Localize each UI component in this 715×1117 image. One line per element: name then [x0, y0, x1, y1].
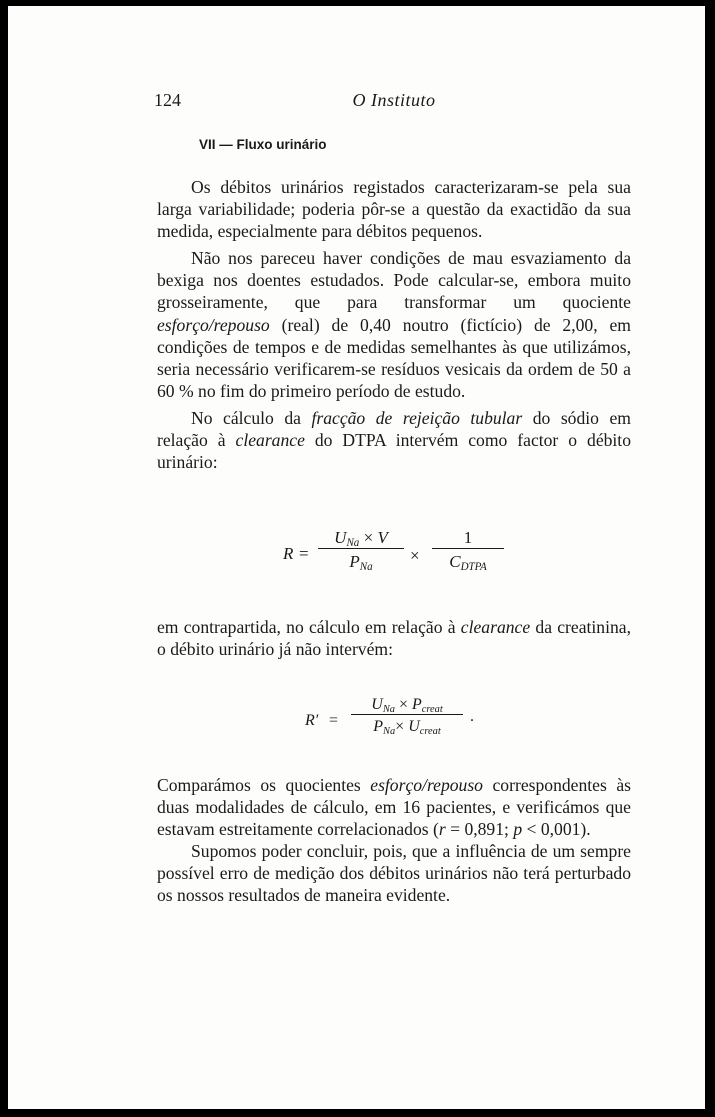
- sub-creat: creat: [421, 704, 443, 715]
- formula-2-denominator: [351, 718, 463, 736]
- paragraph-3-text-a: No cálculo da: [191, 407, 312, 428]
- formula-1-fraction-2: [432, 528, 504, 572]
- paragraph-4-text-a: em contrapartida, no cálculo em relação à: [157, 617, 461, 637]
- fraction-bar-2: [432, 548, 504, 549]
- formula-creatinine-ratio: [8, 696, 705, 756]
- book-page: [8, 6, 705, 1109]
- paragraph-5-text-a: Comparámos os quocientes: [157, 775, 371, 795]
- fraction-bar-1: [318, 548, 404, 549]
- page-number: 124: [154, 90, 181, 110]
- text-block-3: [157, 774, 631, 907]
- var-c: C: [449, 552, 461, 571]
- formula-2-numerator: [351, 696, 463, 714]
- paragraph-2-text-a: Não nos pareceu haver condições de mau esvaziamento da bexiga nos doentes estudados. Pode calcular-se, embora muito grosseiramente, que para transformar um quociente: [157, 248, 631, 313]
- formula-1-denominator-2: [432, 552, 504, 572]
- formula-1-equals: =: [299, 544, 309, 563]
- paragraph-3-text-b: do sódio em relação à: [157, 407, 631, 451]
- text-block-2: [157, 616, 631, 660]
- formula-fraction-rejection-dtpa: [8, 528, 705, 588]
- paragraph-2: [157, 247, 631, 402]
- var-v: V: [377, 528, 388, 547]
- paragraph-4-text-b: da creatinina, o débito urinário já não intervém:: [157, 617, 631, 660]
- formula-1-lhs: R: [283, 544, 294, 563]
- var-p: P: [411, 696, 422, 713]
- sub-na: Na: [346, 537, 360, 549]
- paragraph-5-text-b: correspondentes às duas modalidades de cálculo, em 16 pacientes, e verificámos que estavam estreitamente correlacionados (: [157, 775, 631, 840]
- paragraph-5-text-end: < 0,001).: [522, 819, 591, 840]
- formula-2-fraction: [351, 696, 463, 736]
- paragraph-5: [157, 774, 631, 840]
- formula-1-times: ×: [410, 546, 420, 565]
- sub-na: Na: [359, 561, 373, 573]
- times-sign: ×: [395, 718, 405, 735]
- sub-dtpa: DTPA: [460, 561, 487, 573]
- times-sign: ×: [398, 696, 408, 713]
- var-p: p: [513, 819, 523, 840]
- paragraph-4-emphasis: clearance: [460, 617, 531, 637]
- running-title: O Instituto: [352, 90, 436, 110]
- paragraph-1: Os débitos urinários registados caracterizaram-se pela sua larga variabilidade; poderia pôr-se a questão da exactidão da sua medida, especialmente para débitos pequenos.: [157, 177, 631, 242]
- var-p: P: [373, 718, 384, 735]
- paragraph-3-emphasis-1: fracção de rejeição tubular: [311, 407, 523, 428]
- var-p: P: [349, 552, 360, 571]
- formula-1-numerator-1: [318, 528, 404, 548]
- sub-na: Na: [382, 704, 395, 715]
- paragraph-5-text-eq: = 0,891;: [445, 819, 514, 840]
- formula-1-fraction-1: [318, 528, 404, 572]
- paragraph-2-emphasis: esforço/repouso: [157, 314, 270, 335]
- paragraph-2-text-b: (real) de 0,40 noutro (fictício) de 2,00, em condições de tempos e de medidas semelhantes às que utilizámos, seria necessário verificarem-se resíduos vesicais da ordem de 50 a 60 % no fim do primeiro período de estudo.: [157, 314, 631, 401]
- formula-2-lhs: R′: [305, 712, 319, 729]
- text-block-1: [157, 176, 631, 473]
- section-heading: VII — Fluxo urinário: [199, 137, 327, 152]
- paragraph-6: Supomos poder concluir, pois, que a influência de um sempre possível erro de medição dos débitos urinários não terá perturbado os nossos resultados de maneira evidente.: [157, 841, 631, 906]
- paragraph-3: [157, 407, 631, 473]
- formula-2-equals: =: [329, 712, 339, 729]
- paragraph-3-text-c: do DTPA intervém como factor o débito urinário:: [157, 430, 631, 473]
- times-sign: ×: [363, 528, 374, 547]
- formula-1-numerator-2: 1: [463, 528, 473, 547]
- var-u: U: [408, 718, 420, 735]
- fraction-bar: [351, 714, 463, 715]
- var-r: r: [438, 819, 446, 840]
- paragraph-5-emphasis: esforço/repouso: [370, 775, 483, 795]
- formula-1-denominator-1: [318, 552, 404, 572]
- paragraph-3-emphasis-2: clearance: [235, 430, 305, 451]
- sub-creat: creat: [419, 726, 441, 737]
- running-head: [154, 90, 634, 114]
- var-u: U: [334, 528, 347, 547]
- sub-na: Na: [383, 726, 396, 737]
- formula-2-period: .: [470, 708, 474, 725]
- var-u: U: [371, 696, 383, 713]
- paragraph-4: [157, 616, 631, 660]
